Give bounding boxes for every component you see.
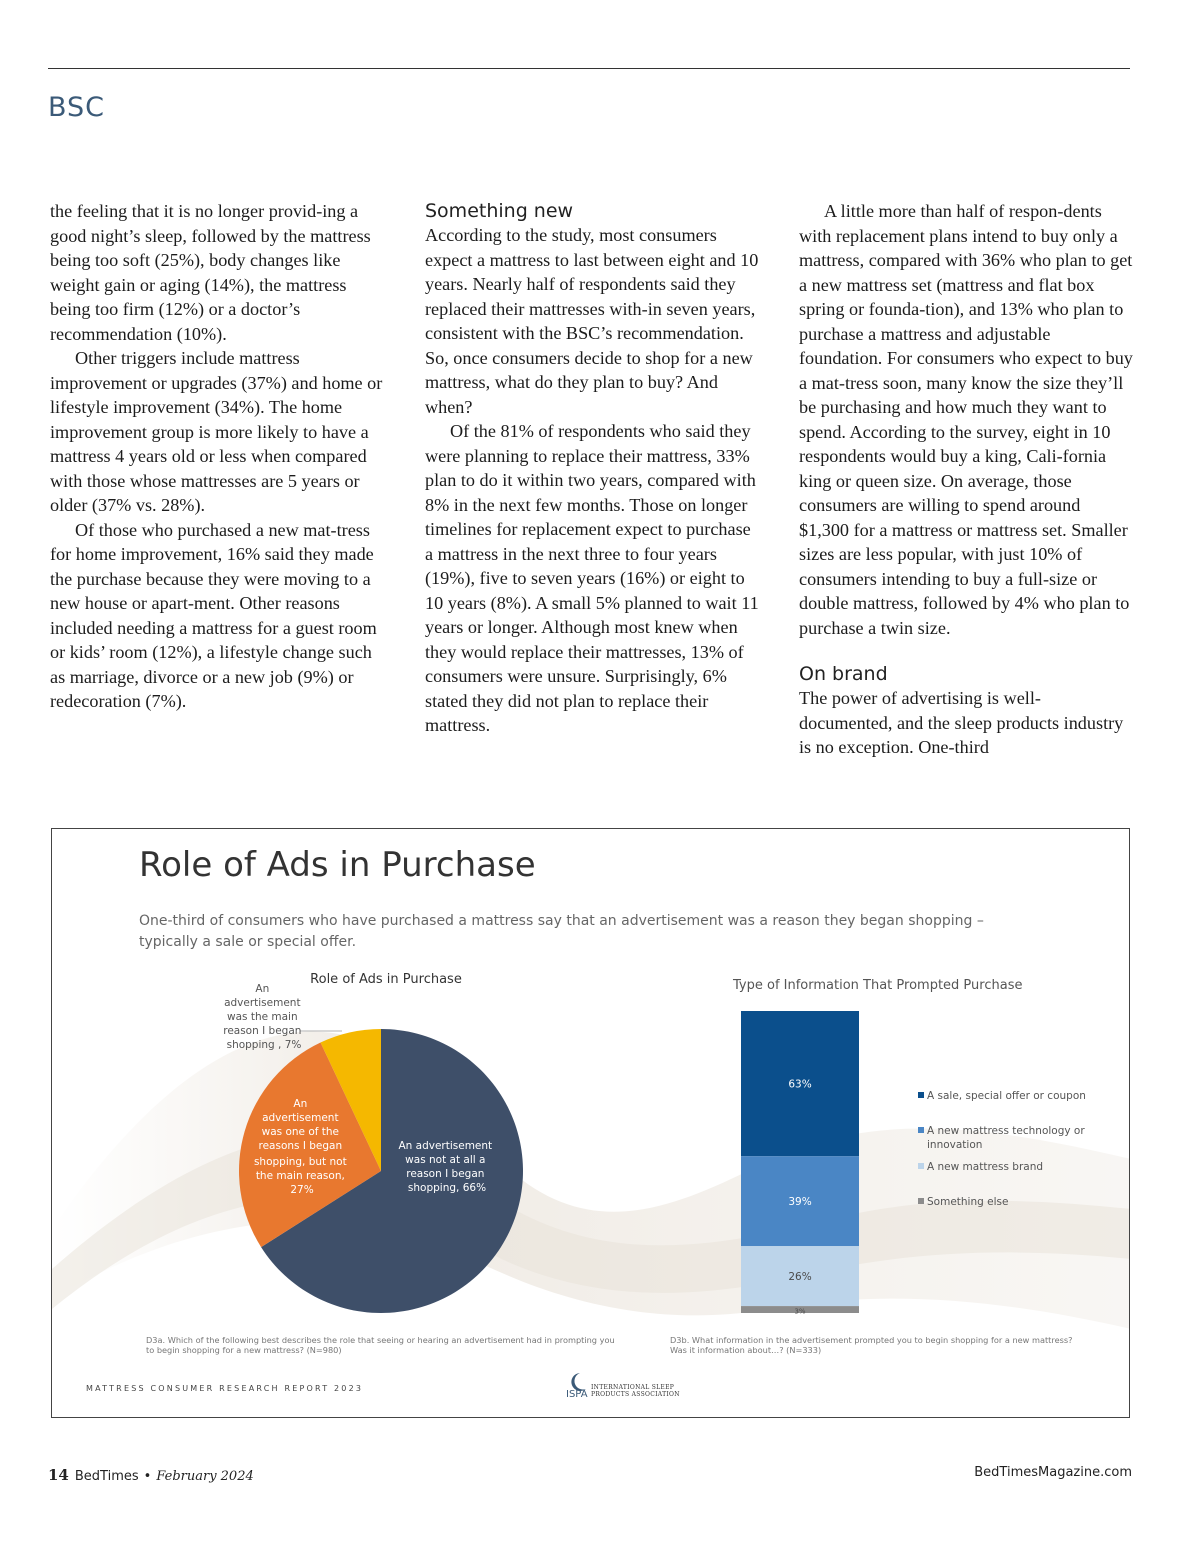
legend-swatch — [918, 1127, 924, 1133]
top-rule — [48, 68, 1130, 69]
survey-question-right: D3b. What information in the advertisement prompted you to begin shopping for a new mattress? Was it information about…? (N=333) — [670, 1335, 1073, 1355]
paragraph: A little more than half of respon-dents with replacement plans intend to buy only a mattress, compared with 36% who plan to get a new mattress set (mattress and flat box spring or founda-tion), and 13% who plan to purchase a mattress and adjustable foundation. For consumers who expect to buy a mat-tress soon, many know the size they’ll be purchasing and how much they want to spend. According to the survey, eight in 10 respondents would buy a king, Cali-fornia king or queen size. On average, those consumers are willing to spend around $1,300 for a mattress or mattress set. Smaller sizes are less popular, with just 10% of consumers intending to buy a full-size or double mattress, followed by 4% who plan to purchase a twin size. — [799, 201, 1133, 638]
legend-label: A new mattress technology or innovation — [927, 1125, 1085, 1151]
section-heading: On brand — [799, 663, 888, 685]
paragraph: Of those who purchased a new mat-tress for home improvement, 16% said they made the purchase because they were moving to a new house or apart-ment. Other reasons included needing a mattress for a guest room or kids’ room (12%), a lifestyle change such as marriage, divorce or a new job (9%) or redecoration (7%). — [50, 519, 377, 711]
section-heading: Something new — [425, 200, 574, 222]
paragraph: Other triggers include mattress improvement or upgrades (37%) and home or lifestyle improvement (34%). The home improvement group is more likely to have a mattress 4 years old or less when compared with those whose mattresses are 5 years or older (37% vs. 28%). — [50, 348, 383, 515]
paragraph: Of the 81% of respondents who said they were planning to replace their mattress, 33% plan to do it within two years, compared with 8% in the next few months. Those on longer timelines for replacement expect to purchase a mattress in the next three to four years (19%), five to seven years (16%) or eight to 10 years (8%). A small 5% planned to wait 11 years or longer. Although most knew when they would replace their mattresses, 13% of consumers were unsure. Surprisingly, 6% stated they did not plan to replace their mattress. — [425, 421, 759, 735]
report-footer: MATTRESS CONSUMER RESEARCH REPORT 2023 — [86, 1384, 364, 1393]
pie-slice-label: An advertisement was one of the reasons I began shopping, but not the main reason, 27% — [253, 1098, 347, 1196]
chart-area — [52, 829, 1130, 1418]
legend-swatch — [918, 1198, 924, 1204]
paragraph: the feeling that it is no longer provid-ing a good night’s sleep, followed by the mattress being too soft (25%), body changes like weight gain or aging (14%), the mattress being too firm (12%) or a doctor’s recommendation (10%). — [50, 201, 371, 344]
paragraph: The power of advertising is well-documented, and the sleep products industry is no exception. One-third — [799, 688, 1124, 757]
pie-slice-label: An advertisement was not at all a reason I began shopping, 66% — [398, 1140, 493, 1194]
ispa-logo-line: PRODUCTS ASSOCIATION — [591, 1391, 680, 1398]
figure-title: Role of Ads in Purchase — [139, 845, 536, 885]
legend-label: A sale, special offer or coupon — [927, 1090, 1086, 1102]
bar-data-label: 26% — [788, 1271, 812, 1284]
ispa-logo-line: INTERNATIONAL SLEEP — [591, 1384, 675, 1391]
page-number: 14 — [48, 1466, 69, 1484]
legend-swatch — [918, 1163, 924, 1169]
bar-data-label: 3% — [794, 1307, 806, 1316]
bar-data-label: 63% — [788, 1078, 812, 1091]
bar-data-label: 39% — [788, 1196, 812, 1209]
legend-label: A new mattress brand — [927, 1161, 1044, 1173]
ispa-logo-text — [591, 1384, 680, 1398]
article-column-1 — [50, 199, 386, 714]
ispa-logo-mark: ISPA — [566, 1389, 588, 1400]
article-column-2 — [425, 199, 761, 738]
pie-chart-title: Role of Ads in Purchase — [310, 972, 462, 987]
legend-label: Something else — [927, 1196, 1009, 1208]
separator-dot: • — [143, 1469, 152, 1484]
figure-subtitle: One-third of consumers who have purchased a mattress say that an advertisement was a reason they began shopping – typically a sale or special offer. — [139, 913, 984, 950]
section-label: BSC — [48, 92, 106, 123]
paragraph: According to the study, most consumers expect a mattress to last between eight and 10 years. Nearly half of respondents said they replaced their mattresses with-in seven years, consistent with the BSC’s recommendation. So, once consumers decide to shop for a new mattress, what do they plan to buy? And when? — [425, 225, 759, 417]
stacked-bar-chart — [741, 1011, 859, 1316]
survey-question-left: D3a. Which of the following best describes the role that seeing or hearing an advertisement had in prompting you to begin shopping for a new mattress? (N=980) — [146, 1335, 615, 1355]
infographic-figure — [51, 828, 1130, 1418]
legend-swatch — [918, 1092, 924, 1098]
magazine-name: BedTimes — [74, 1469, 139, 1484]
article-column-3 — [799, 199, 1133, 760]
website-url: BedTimesMagazine.com — [974, 1465, 1132, 1480]
page-footer-left — [48, 1466, 254, 1484]
issue-date: February 2024 — [156, 1469, 254, 1484]
bar-chart-title: Type of Information That Prompted Purchase — [733, 978, 1023, 993]
pie-slice-label: An advertisement was the main reason I began shopping , 7% — [223, 983, 302, 1051]
bar-chart-legend — [918, 1090, 1086, 1208]
